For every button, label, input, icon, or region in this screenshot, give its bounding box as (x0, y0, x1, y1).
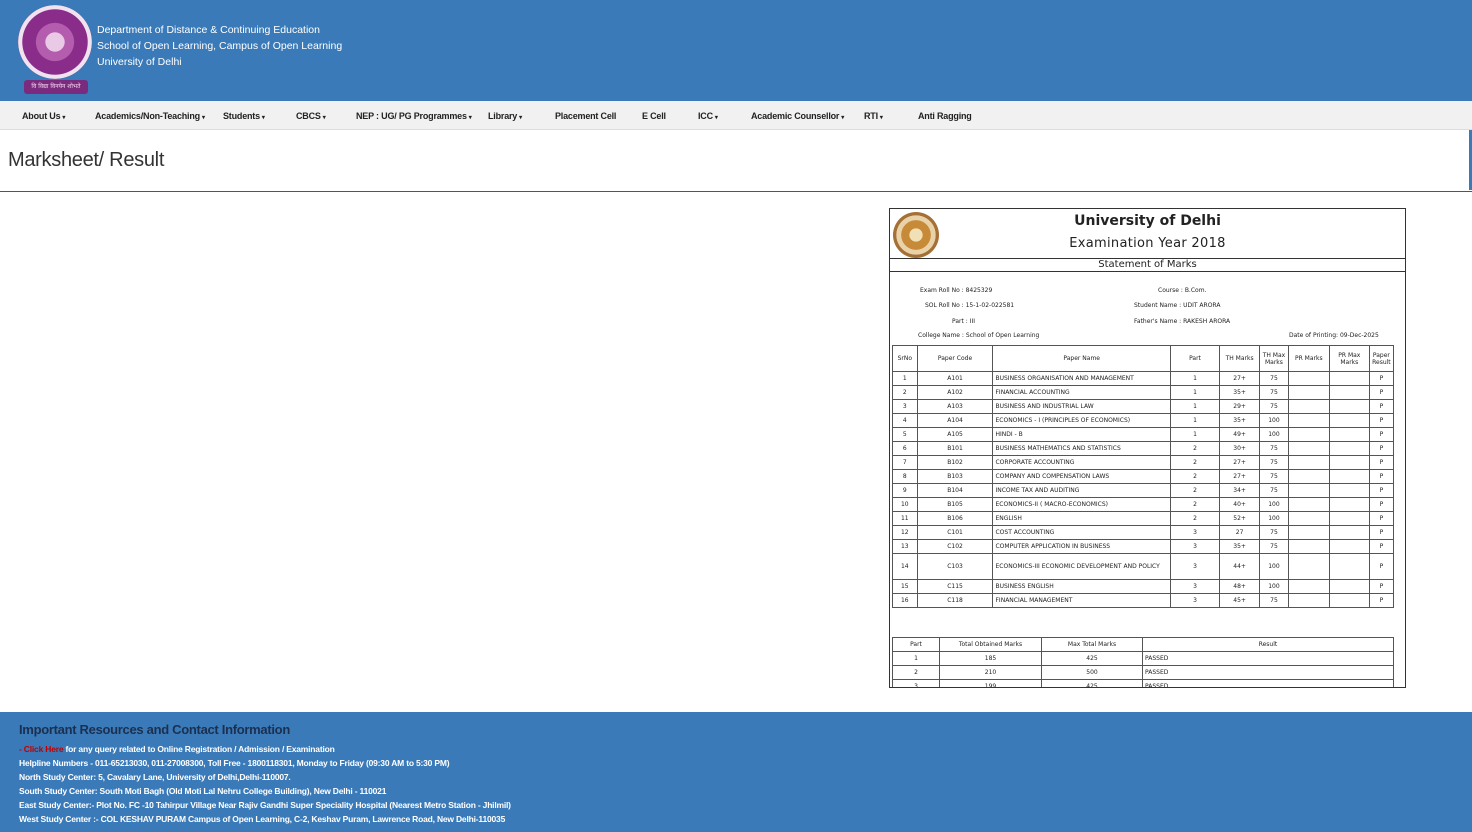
chevron-down-icon: ▾ (519, 115, 522, 121)
col-srno: SrNo (893, 346, 918, 372)
header-university: University of Delhi (97, 56, 182, 68)
cell-srno: 8 (893, 470, 918, 484)
cell-part: 2 (1170, 512, 1219, 526)
table-row (893, 428, 1394, 442)
cell-part: 1 (1170, 414, 1219, 428)
cell-pr-max (1329, 456, 1369, 470)
col-summary-max: Max Total Marks (1042, 638, 1143, 652)
table-row (893, 386, 1394, 400)
cell-paper-code: C115 (917, 580, 993, 594)
cell-pr-max (1329, 470, 1369, 484)
cell-paper-result: P (1369, 414, 1393, 428)
cell-paper-name: ECONOMICS-II ( MACRO-ECONOMICS) (993, 498, 1170, 512)
cell-th-max: 100 (1260, 498, 1289, 512)
cell-srno: 14 (893, 554, 918, 580)
table-row (893, 512, 1394, 526)
cell-th-marks: 35+ (1220, 540, 1260, 554)
cell-summary-max: 425 (1042, 652, 1143, 666)
cell-pr-max (1329, 580, 1369, 594)
cell-th-marks: 27+ (1220, 372, 1260, 386)
cell-paper-name: INCOME TAX AND AUDITING (993, 484, 1170, 498)
student-name-value: UDIT ARORA (1183, 302, 1221, 309)
print-date-info: Date of Printing: 09-Dec-2025 (1289, 332, 1379, 339)
cell-th-marks: 29+ (1220, 400, 1260, 414)
cell-pr-max (1329, 498, 1369, 512)
cell-part: 2 (1170, 456, 1219, 470)
cell-paper-code: B106 (917, 512, 993, 526)
footer-north-center: North Study Center: 5, Cavalary Lane, University of Delhi,Delhi-110007. (19, 772, 291, 782)
table-row (893, 484, 1394, 498)
cell-paper-code: B102 (917, 456, 993, 470)
father-name-value: RAKESH ARORA (1183, 318, 1231, 325)
cell-paper-result: P (1369, 484, 1393, 498)
table-row (893, 526, 1394, 540)
cell-part: 2 (1170, 498, 1219, 512)
table-row (893, 372, 1394, 386)
cell-part: 3 (1170, 526, 1219, 540)
col-part: Part (1170, 346, 1219, 372)
cell-summary-max: 425 (1042, 680, 1143, 689)
nav-nep[interactable]: NEP : UG/ PG Programmes ▾ (356, 111, 472, 121)
father-name-info: Father's Name : RAKESH ARORA (1134, 318, 1231, 325)
table-row (893, 580, 1394, 594)
chevron-down-icon: ▾ (841, 115, 845, 121)
exam-roll-value: 8425329 (965, 287, 993, 294)
nav-cbcs[interactable]: CBCS ▾ (296, 111, 326, 121)
summary-table (892, 637, 1394, 688)
cell-srno: 12 (893, 526, 918, 540)
table-row (893, 540, 1394, 554)
cell-pr-max (1329, 512, 1369, 526)
chevron-down-icon: ▾ (879, 115, 883, 121)
col-pr-max: PR Max Marks (1329, 346, 1369, 372)
cell-pr-marks (1288, 372, 1329, 386)
cell-pr-max (1329, 442, 1369, 456)
cell-pr-max (1329, 554, 1369, 580)
cell-th-marks: 27+ (1220, 470, 1260, 484)
cell-pr-marks (1288, 386, 1329, 400)
footer-south-center: South Study Center: South Moti Bagh (Old Moti Lal Nehru College Building), New Delhi - 110021 (19, 786, 387, 796)
cell-pr-marks (1288, 428, 1329, 442)
cell-srno: 15 (893, 580, 918, 594)
marks-table-body (893, 372, 1394, 608)
cell-paper-result: P (1369, 372, 1393, 386)
cell-summary-part: 2 (893, 666, 940, 680)
cell-summary-part: 3 (893, 680, 940, 689)
cell-th-marks: 35+ (1220, 386, 1260, 400)
cell-summary-obtained: 199 (940, 680, 1042, 689)
chevron-down-icon: ▾ (261, 115, 265, 121)
cell-paper-result: P (1369, 554, 1393, 580)
cell-paper-code: A102 (917, 386, 993, 400)
cell-paper-code: A104 (917, 414, 993, 428)
cell-pr-marks (1288, 512, 1329, 526)
table-row (893, 680, 1394, 689)
cell-paper-result: P (1369, 386, 1393, 400)
cell-pr-marks (1288, 442, 1329, 456)
cell-th-max: 75 (1260, 456, 1289, 470)
cell-paper-code: C102 (917, 540, 993, 554)
table-row (893, 594, 1394, 608)
cell-th-max: 75 (1260, 526, 1289, 540)
cell-paper-code: B103 (917, 470, 993, 484)
col-paper-code: Paper Code (917, 346, 993, 372)
nav-academics[interactable]: Academics/Non-Teaching ▾ (95, 111, 205, 121)
nav-rti[interactable]: RTI ▾ (864, 111, 883, 121)
cell-srno: 13 (893, 540, 918, 554)
cell-paper-name: COMPANY AND COMPENSATION LAWS (993, 470, 1170, 484)
cell-th-max: 75 (1260, 400, 1289, 414)
title-divider (0, 191, 1472, 192)
cell-th-marks: 48+ (1220, 580, 1260, 594)
cell-paper-result: P (1369, 470, 1393, 484)
cell-srno: 16 (893, 594, 918, 608)
course-value: B.Com. (1184, 287, 1207, 294)
table-row (893, 470, 1394, 484)
cell-paper-code: A101 (917, 372, 993, 386)
cell-pr-marks (1288, 498, 1329, 512)
college-info: College Name : School of Open Learning (918, 332, 1040, 339)
footer-query-line: - Click Here for any query related to Online Registration / Admission / Examination (19, 744, 335, 754)
cell-paper-result: P (1369, 526, 1393, 540)
cell-th-max: 75 (1260, 540, 1289, 554)
cell-part: 1 (1170, 428, 1219, 442)
cell-srno: 9 (893, 484, 918, 498)
cell-th-max: 100 (1260, 414, 1289, 428)
table-row (893, 652, 1394, 666)
col-th-max: TH Max Marks (1260, 346, 1289, 372)
col-paper-name: Paper Name (993, 346, 1170, 372)
cell-pr-marks (1288, 594, 1329, 608)
nav-e-cell[interactable]: E Cell (642, 111, 666, 121)
cell-paper-code: C103 (917, 554, 993, 580)
cell-paper-result: P (1369, 456, 1393, 470)
table-row (893, 414, 1394, 428)
cell-pr-marks (1288, 470, 1329, 484)
summary-table-header (893, 638, 1394, 652)
cell-part: 3 (1170, 580, 1219, 594)
chevron-down-icon: ▾ (714, 115, 718, 121)
table-row (893, 456, 1394, 470)
nav-anti-ragging[interactable]: Anti Ragging (918, 111, 972, 121)
part-info: Part : III (952, 318, 976, 325)
cell-srno: 2 (893, 386, 918, 400)
cell-paper-name: FINANCIAL MANAGEMENT (993, 594, 1170, 608)
table-row (893, 442, 1394, 456)
cell-srno: 3 (893, 400, 918, 414)
header-department: Department of Distance & Continuing Education (97, 24, 320, 36)
chevron-down-icon: ▾ (201, 115, 205, 121)
cell-th-marks: 30+ (1220, 442, 1260, 456)
cell-th-marks: 40+ (1220, 498, 1260, 512)
cell-paper-result: P (1369, 428, 1393, 442)
cell-pr-marks (1288, 456, 1329, 470)
cell-th-marks: 45+ (1220, 594, 1260, 608)
cell-th-max: 100 (1260, 554, 1289, 580)
cell-pr-marks (1288, 580, 1329, 594)
cell-summary-max: 500 (1042, 666, 1143, 680)
cell-paper-name: CORPORATE ACCOUNTING (993, 456, 1170, 470)
cell-pr-marks (1288, 400, 1329, 414)
logo-motto-ribbon: वि विद्या विनयेन शोभते (24, 80, 88, 94)
col-paper-result: Paper Result (1369, 346, 1393, 372)
cell-th-max: 75 (1260, 470, 1289, 484)
cell-paper-code: A103 (917, 400, 993, 414)
nav-students[interactable]: Students ▾ (223, 111, 265, 121)
cell-th-max: 100 (1260, 428, 1289, 442)
cell-srno: 11 (893, 512, 918, 526)
student-name-info: Student Name : UDIT ARORA (1134, 302, 1221, 309)
university-logo[interactable] (18, 5, 92, 79)
cell-part: 1 (1170, 372, 1219, 386)
cell-pr-max (1329, 386, 1369, 400)
sol-roll-value: 15-1-02-022581 (965, 302, 1015, 309)
chevron-down-icon: ▾ (468, 115, 472, 121)
cell-paper-name: BUSINESS MATHEMATICS AND STATISTICS (993, 442, 1170, 456)
exam-roll-info: Exam Roll No : 8425329 (920, 287, 993, 294)
cell-pr-max (1329, 594, 1369, 608)
cell-pr-max (1329, 484, 1369, 498)
header-text (97, 22, 342, 70)
cell-paper-result: P (1369, 540, 1393, 554)
click-here-link[interactable]: - Click Here (19, 744, 64, 754)
cell-th-max: 75 (1260, 442, 1289, 456)
summary-table-body (893, 652, 1394, 689)
cell-pr-max (1329, 526, 1369, 540)
cell-paper-result: P (1369, 442, 1393, 456)
cell-pr-max (1329, 428, 1369, 442)
nav-placement-cell[interactable]: Placement Cell (555, 111, 617, 121)
cell-th-marks: 34+ (1220, 484, 1260, 498)
marksheet-university: University of Delhi (1074, 213, 1221, 229)
cell-part: 2 (1170, 484, 1219, 498)
cell-pr-marks (1288, 414, 1329, 428)
table-row (893, 498, 1394, 512)
footer-west-center: West Study Center :- COL KESHAV PURAM Campus of Open Learning, C-2, Keshav Puram, Lawrence Road, New Delhi-110035 (19, 814, 506, 824)
cell-summary-result: PASSED (1143, 680, 1394, 689)
col-pr-marks: PR Marks (1288, 346, 1329, 372)
table-row (893, 400, 1394, 414)
cell-pr-marks (1288, 540, 1329, 554)
nav-library[interactable]: Library ▾ (488, 111, 522, 121)
page-title: Marksheet/ Result (8, 149, 165, 171)
cell-summary-part: 1 (893, 652, 940, 666)
cell-part: 3 (1170, 540, 1219, 554)
cell-th-max: 75 (1260, 594, 1289, 608)
col-summary-result: Result (1143, 638, 1394, 652)
cell-paper-result: P (1369, 498, 1393, 512)
cell-paper-name: ENGLISH (993, 512, 1170, 526)
cell-pr-max (1329, 400, 1369, 414)
cell-th-marks: 44+ (1220, 554, 1260, 580)
cell-srno: 6 (893, 442, 918, 456)
cell-th-marks: 49+ (1220, 428, 1260, 442)
cell-pr-marks (1288, 484, 1329, 498)
table-row (893, 554, 1394, 580)
col-summary-part: Part (893, 638, 940, 652)
cell-srno: 4 (893, 414, 918, 428)
footer-east-center: East Study Center:- Plot No. FC -10 Tahirpur Village Near Rajiv Gandhi Super Speciality Hospital (Nearest Metro Station - Jhilmil) (19, 800, 511, 810)
col-summary-obtained: Total Obtained Marks (940, 638, 1042, 652)
cell-paper-code: B104 (917, 484, 993, 498)
cell-paper-name: BUSINESS AND INDUSTRIAL LAW (993, 400, 1170, 414)
chevron-down-icon: ▾ (322, 115, 326, 121)
main-nav (0, 101, 1472, 130)
college-value: School of Open Learning (965, 332, 1040, 339)
part-value: III (969, 318, 976, 325)
footer-helpline: Helpline Numbers - 011-65213030, 011-27008300, Toll Free - 1800118301, Monday to Friday (09:30 AM to 5:30 PM) (19, 758, 450, 768)
cell-part: 2 (1170, 470, 1219, 484)
cell-th-max: 75 (1260, 386, 1289, 400)
cell-th-marks: 27 (1220, 526, 1260, 540)
cell-paper-name: HINDI - B (993, 428, 1170, 442)
cell-summary-obtained: 210 (940, 666, 1042, 680)
chevron-down-icon: ▾ (62, 115, 66, 121)
statement-of-marks-heading: Statement of Marks (890, 258, 1405, 272)
print-date-value: 09-Dec-2025 (1339, 332, 1379, 339)
cell-srno: 5 (893, 428, 918, 442)
cell-part: 1 (1170, 386, 1219, 400)
cell-paper-name: FINANCIAL ACCOUNTING (993, 386, 1170, 400)
cell-paper-name: ECONOMICS - I (PRINCIPLES OF ECONOMICS) (993, 414, 1170, 428)
cell-paper-name: COST ACCOUNTING (993, 526, 1170, 540)
cell-srno: 1 (893, 372, 918, 386)
site-footer (0, 712, 1472, 832)
cell-th-max: 75 (1260, 372, 1289, 386)
marks-table-header (893, 346, 1394, 372)
nav-academic-counsellor[interactable]: Academic Counsellor ▾ (751, 111, 845, 121)
cell-th-marks: 52+ (1220, 512, 1260, 526)
cell-th-max: 100 (1260, 580, 1289, 594)
cell-pr-max (1329, 414, 1369, 428)
cell-paper-code: B101 (917, 442, 993, 456)
cell-pr-marks (1288, 554, 1329, 580)
nav-icc[interactable]: ICC ▾ (698, 111, 718, 121)
cell-paper-result: P (1369, 580, 1393, 594)
col-th-marks: TH Marks (1220, 346, 1260, 372)
cell-srno: 10 (893, 498, 918, 512)
cell-summary-obtained: 185 (940, 652, 1042, 666)
cell-part: 1 (1170, 400, 1219, 414)
cell-summary-result: PASSED (1143, 652, 1394, 666)
cell-paper-name: ECONOMICS-III ECONOMIC DEVELOPMENT AND POLICY (993, 554, 1170, 580)
sol-roll-info: SOL Roll No : 15-1-02-022581 (925, 302, 1015, 309)
cell-srno: 7 (893, 456, 918, 470)
cell-pr-max (1329, 540, 1369, 554)
cell-paper-code: C118 (917, 594, 993, 608)
footer-title: Important Resources and Contact Information (19, 722, 290, 737)
cell-part: 3 (1170, 594, 1219, 608)
cell-paper-code: C101 (917, 526, 993, 540)
marksheet (889, 208, 1406, 688)
cell-part: 3 (1170, 554, 1219, 580)
cell-th-max: 75 (1260, 484, 1289, 498)
cell-th-max: 100 (1260, 512, 1289, 526)
marksheet-exam-year: Examination Year 2018 (1069, 236, 1226, 251)
cell-paper-name: BUSINESS ENGLISH (993, 580, 1170, 594)
cell-paper-name: BUSINESS ORGANISATION AND MANAGEMENT (993, 372, 1170, 386)
marks-table (892, 345, 1394, 608)
cell-pr-marks (1288, 526, 1329, 540)
cell-paper-code: B105 (917, 498, 993, 512)
cell-pr-max (1329, 372, 1369, 386)
site-header (0, 0, 1472, 101)
header-school: School of Open Learning, Campus of Open Learning (97, 40, 343, 52)
cell-summary-result: PASSED (1143, 666, 1394, 680)
cell-paper-result: P (1369, 512, 1393, 526)
cell-part: 2 (1170, 442, 1219, 456)
nav-about-us[interactable]: About Us ▾ (22, 111, 66, 121)
cell-paper-name: COMPUTER APPLICATION IN BUSINESS (993, 540, 1170, 554)
cell-paper-result: P (1369, 400, 1393, 414)
cell-paper-result: P (1369, 594, 1393, 608)
cell-paper-code: A105 (917, 428, 993, 442)
cell-th-marks: 35+ (1220, 414, 1260, 428)
table-row (893, 666, 1394, 680)
course-info: Course : B.Com. (1158, 287, 1207, 294)
cell-th-marks: 27+ (1220, 456, 1260, 470)
